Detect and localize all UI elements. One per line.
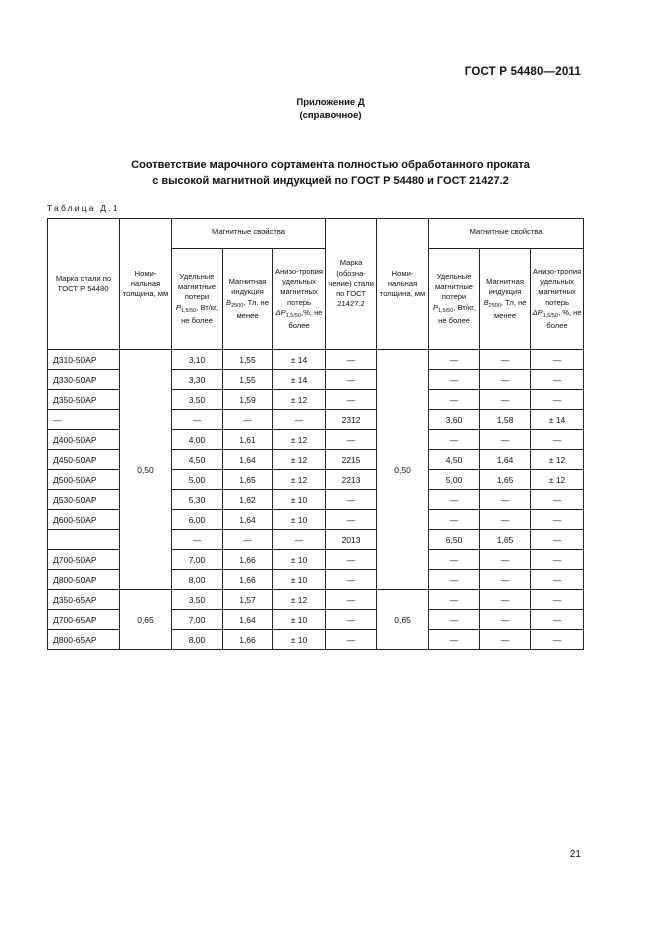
thickness-cell-left: 0,50 (120, 350, 172, 590)
appendix-subtitle: (справочное) (299, 110, 362, 121)
anisotropy-cell: ± 14 (273, 370, 326, 390)
header-thickness-right: Номи-нальная толщина, мм (377, 219, 429, 350)
specific-loss-cell-right: — (429, 630, 480, 650)
anisotropy-cell: ± 12 (273, 470, 326, 490)
anisotropy-cell: ± 10 (273, 630, 326, 650)
page-number: 21 (569, 849, 581, 860)
anisotropy-cell: ± 12 (273, 390, 326, 410)
anisotropy-cell-right: — (531, 570, 584, 590)
anisotropy-cell: ± 10 (273, 550, 326, 570)
specific-loss-cell: 5,30 (172, 490, 223, 510)
grade-54480-cell: Д700-65АР (48, 610, 120, 630)
anisotropy-cell-right: — (531, 590, 584, 610)
anisotropy-cell-right: — (531, 630, 584, 650)
anisotropy-cell: ± 12 (273, 590, 326, 610)
table-row (48, 350, 584, 370)
anisotropy-cell: — (273, 410, 326, 430)
induction-cell: 1,55 (223, 350, 273, 370)
induction-cell: 1,66 (223, 570, 273, 590)
grade-54480-cell: Д530-50АР (48, 490, 120, 510)
title-line-1: Соответствие марочного сортамента полностью обработанного проката (131, 159, 530, 171)
specific-loss-cell-right: — (429, 370, 480, 390)
specific-loss-cell: 8,00 (172, 570, 223, 590)
specific-loss-cell-right: 5,00 (429, 470, 480, 490)
specific-loss-cell-right: 3,60 (429, 410, 480, 430)
induction-cell-right: — (480, 550, 531, 570)
grade-21427-cell: 2312 (326, 410, 377, 430)
induction-cell-right: — (480, 350, 531, 370)
anisotropy-cell-right: — (531, 370, 584, 390)
induction-cell: 1,66 (223, 630, 273, 650)
grade-54480-cell: Д450-50АР (48, 450, 120, 470)
anisotropy-cell: ± 10 (273, 570, 326, 590)
induction-cell: 1,65 (223, 470, 273, 490)
grade-21427-cell: 2013 (326, 530, 377, 550)
anisotropy-cell: ± 12 (273, 450, 326, 470)
grade-54480-cell: Д400-50АР (48, 430, 120, 450)
grade-21427-cell: 2213 (326, 470, 377, 490)
title-line-2: с высокой магнитной индукцией по ГОСТ Р 54480 и ГОСТ 21427.2 (152, 175, 509, 187)
anisotropy-cell-right: — (531, 430, 584, 450)
induction-cell: 1,64 (223, 610, 273, 630)
specific-loss-cell-right: — (429, 350, 480, 370)
appendix-title: Приложение Д (296, 97, 365, 108)
grade-54480-cell: — (48, 410, 120, 430)
induction-cell: 1,61 (223, 430, 273, 450)
header-grade-gost-r-54480: Марка стали по ГОСТ Р 54480 (48, 219, 120, 350)
specific-loss-cell: 4,00 (172, 430, 223, 450)
header-induction-left: Магнитная индукция $B_{2500}$, Тл, не менее (223, 249, 273, 350)
grade-54480-cell (48, 530, 120, 550)
specific-loss-cell-right: — (429, 610, 480, 630)
header-thickness-left: Номи-нальная толщина, мм (120, 219, 172, 350)
table-row (48, 590, 584, 610)
grade-21427-cell: — (326, 350, 377, 370)
induction-cell: — (223, 410, 273, 430)
induction-cell: 1,66 (223, 550, 273, 570)
specific-loss-cell: — (172, 530, 223, 550)
induction-cell-right: — (480, 630, 531, 650)
specific-loss-cell: 6,00 (172, 510, 223, 530)
induction-cell: 1,59 (223, 390, 273, 410)
grade-21427-cell: — (326, 610, 377, 630)
specific-loss-cell: 8,00 (172, 630, 223, 650)
induction-cell: 1,55 (223, 370, 273, 390)
induction-cell-right: 1,58 (480, 410, 531, 430)
grade-21427-cell: 2215 (326, 450, 377, 470)
anisotropy-cell: ± 12 (273, 430, 326, 450)
specific-loss-cell: 7,00 (172, 550, 223, 570)
grade-54480-cell: Д350-65АР (48, 590, 120, 610)
anisotropy-cell: ± 10 (273, 510, 326, 530)
grade-54480-cell: Д800-65АР (48, 630, 120, 650)
induction-cell-right: 1,64 (480, 450, 531, 470)
specific-loss-cell: 3,50 (172, 590, 223, 610)
header-magnetic-properties-left: Магнитные свойства (172, 219, 326, 249)
anisotropy-cell-right: — (531, 530, 584, 550)
induction-cell-right: 1,65 (480, 530, 531, 550)
grade-21427-cell: — (326, 590, 377, 610)
anisotropy-cell-right: — (531, 490, 584, 510)
header-anisotropy-right: Анизо-тропия удельных магнитных потерь $\Delta P_{1,5/50}$, %, не более (531, 249, 584, 350)
grade-54480-cell: Д500-50АР (48, 470, 120, 490)
grade-correspondence-table (47, 218, 584, 650)
header-specific-loss-left: Удельные магнитные потери $P_{1,5/50}$, Вт/кг, не более (172, 249, 223, 350)
specific-loss-cell-right: 6,50 (429, 530, 480, 550)
specific-loss-cell-right: — (429, 510, 480, 530)
specific-loss-cell-right: 4,50 (429, 450, 480, 470)
anisotropy-cell-right: ± 14 (531, 410, 584, 430)
thickness-cell-left: 0,65 (120, 590, 172, 650)
grade-54480-cell: Д310-50АР (48, 350, 120, 370)
anisotropy-cell-right: — (531, 610, 584, 630)
induction-cell-right: — (480, 490, 531, 510)
anisotropy-cell-right: ± 12 (531, 450, 584, 470)
grade-21427-cell: — (326, 550, 377, 570)
anisotropy-cell-right: ± 12 (531, 470, 584, 490)
specific-loss-cell: 3,30 (172, 370, 223, 390)
anisotropy-cell-right: — (531, 390, 584, 410)
induction-cell-right: — (480, 430, 531, 450)
induction-cell-right: — (480, 390, 531, 410)
grade-21427-cell: — (326, 370, 377, 390)
grade-21427-cell: — (326, 510, 377, 530)
specific-loss-cell-right: — (429, 490, 480, 510)
header-magnetic-properties-right: Магнитные свойства (429, 219, 584, 249)
header-grade-gost-21427: Марка (обозна-чение) стали по ГОСТ 21427.2 (326, 219, 377, 350)
induction-cell: 1,64 (223, 510, 273, 530)
grade-21427-cell: — (326, 390, 377, 410)
header-anisotropy-left: Анизо-тропия удельных магнитных потерь $\Delta P_{1,5/50},\%$, не более (273, 249, 326, 350)
induction-cell-right: — (480, 370, 531, 390)
induction-cell: 1,64 (223, 450, 273, 470)
induction-cell: — (223, 530, 273, 550)
anisotropy-cell-right: — (531, 350, 584, 370)
grade-54480-cell: Д700-50АР (48, 550, 120, 570)
document-title (0, 157, 661, 189)
grade-54480-cell: Д330-50АР (48, 370, 120, 390)
thickness-cell-right: 0,50 (377, 350, 429, 590)
anisotropy-cell: — (273, 530, 326, 550)
induction-cell-right: — (480, 590, 531, 610)
induction-cell: 1,57 (223, 590, 273, 610)
grade-21427-cell: — (326, 570, 377, 590)
specific-loss-cell: 3,50 (172, 390, 223, 410)
induction-cell: 1,62 (223, 490, 273, 510)
thickness-cell-right: 0,65 (377, 590, 429, 650)
induction-cell-right: — (480, 610, 531, 630)
specific-loss-cell: 3,10 (172, 350, 223, 370)
table-body (48, 350, 584, 650)
anisotropy-cell: ± 14 (273, 350, 326, 370)
anisotropy-cell-right: — (531, 510, 584, 530)
induction-cell-right: — (480, 510, 531, 530)
specific-loss-cell-right: — (429, 430, 480, 450)
grade-21427-cell: — (326, 490, 377, 510)
induction-cell-right: — (480, 570, 531, 590)
table-label: Таблица Д.1 (47, 203, 120, 213)
grade-54480-cell: Д600-50АР (48, 510, 120, 530)
document-code: ГОСТ Р 54480—2011 (464, 66, 581, 78)
grade-21427-cell: — (326, 630, 377, 650)
grade-54480-cell: Д350-50АР (48, 390, 120, 410)
appendix-heading (0, 96, 661, 122)
specific-loss-cell: 7,00 (172, 610, 223, 630)
grade-54480-cell: Д800-50АР (48, 570, 120, 590)
specific-loss-cell: 4,50 (172, 450, 223, 470)
specific-loss-cell-right: — (429, 590, 480, 610)
specific-loss-cell: — (172, 410, 223, 430)
specific-loss-cell-right: — (429, 390, 480, 410)
anisotropy-cell-right: — (531, 550, 584, 570)
header-induction-right: Магнитная индукция $B_{2500}$, Тл, не менее (480, 249, 531, 350)
induction-cell-right: 1,65 (480, 470, 531, 490)
specific-loss-cell-right: — (429, 570, 480, 590)
header-specific-loss-right: Удельные магнитные потери $P_{1,5/50}$, Вт/кг, не более (429, 249, 480, 350)
specific-loss-cell: 5,00 (172, 470, 223, 490)
grade-21427-cell: — (326, 430, 377, 450)
anisotropy-cell: ± 10 (273, 610, 326, 630)
anisotropy-cell: ± 10 (273, 490, 326, 510)
specific-loss-cell-right: — (429, 550, 480, 570)
